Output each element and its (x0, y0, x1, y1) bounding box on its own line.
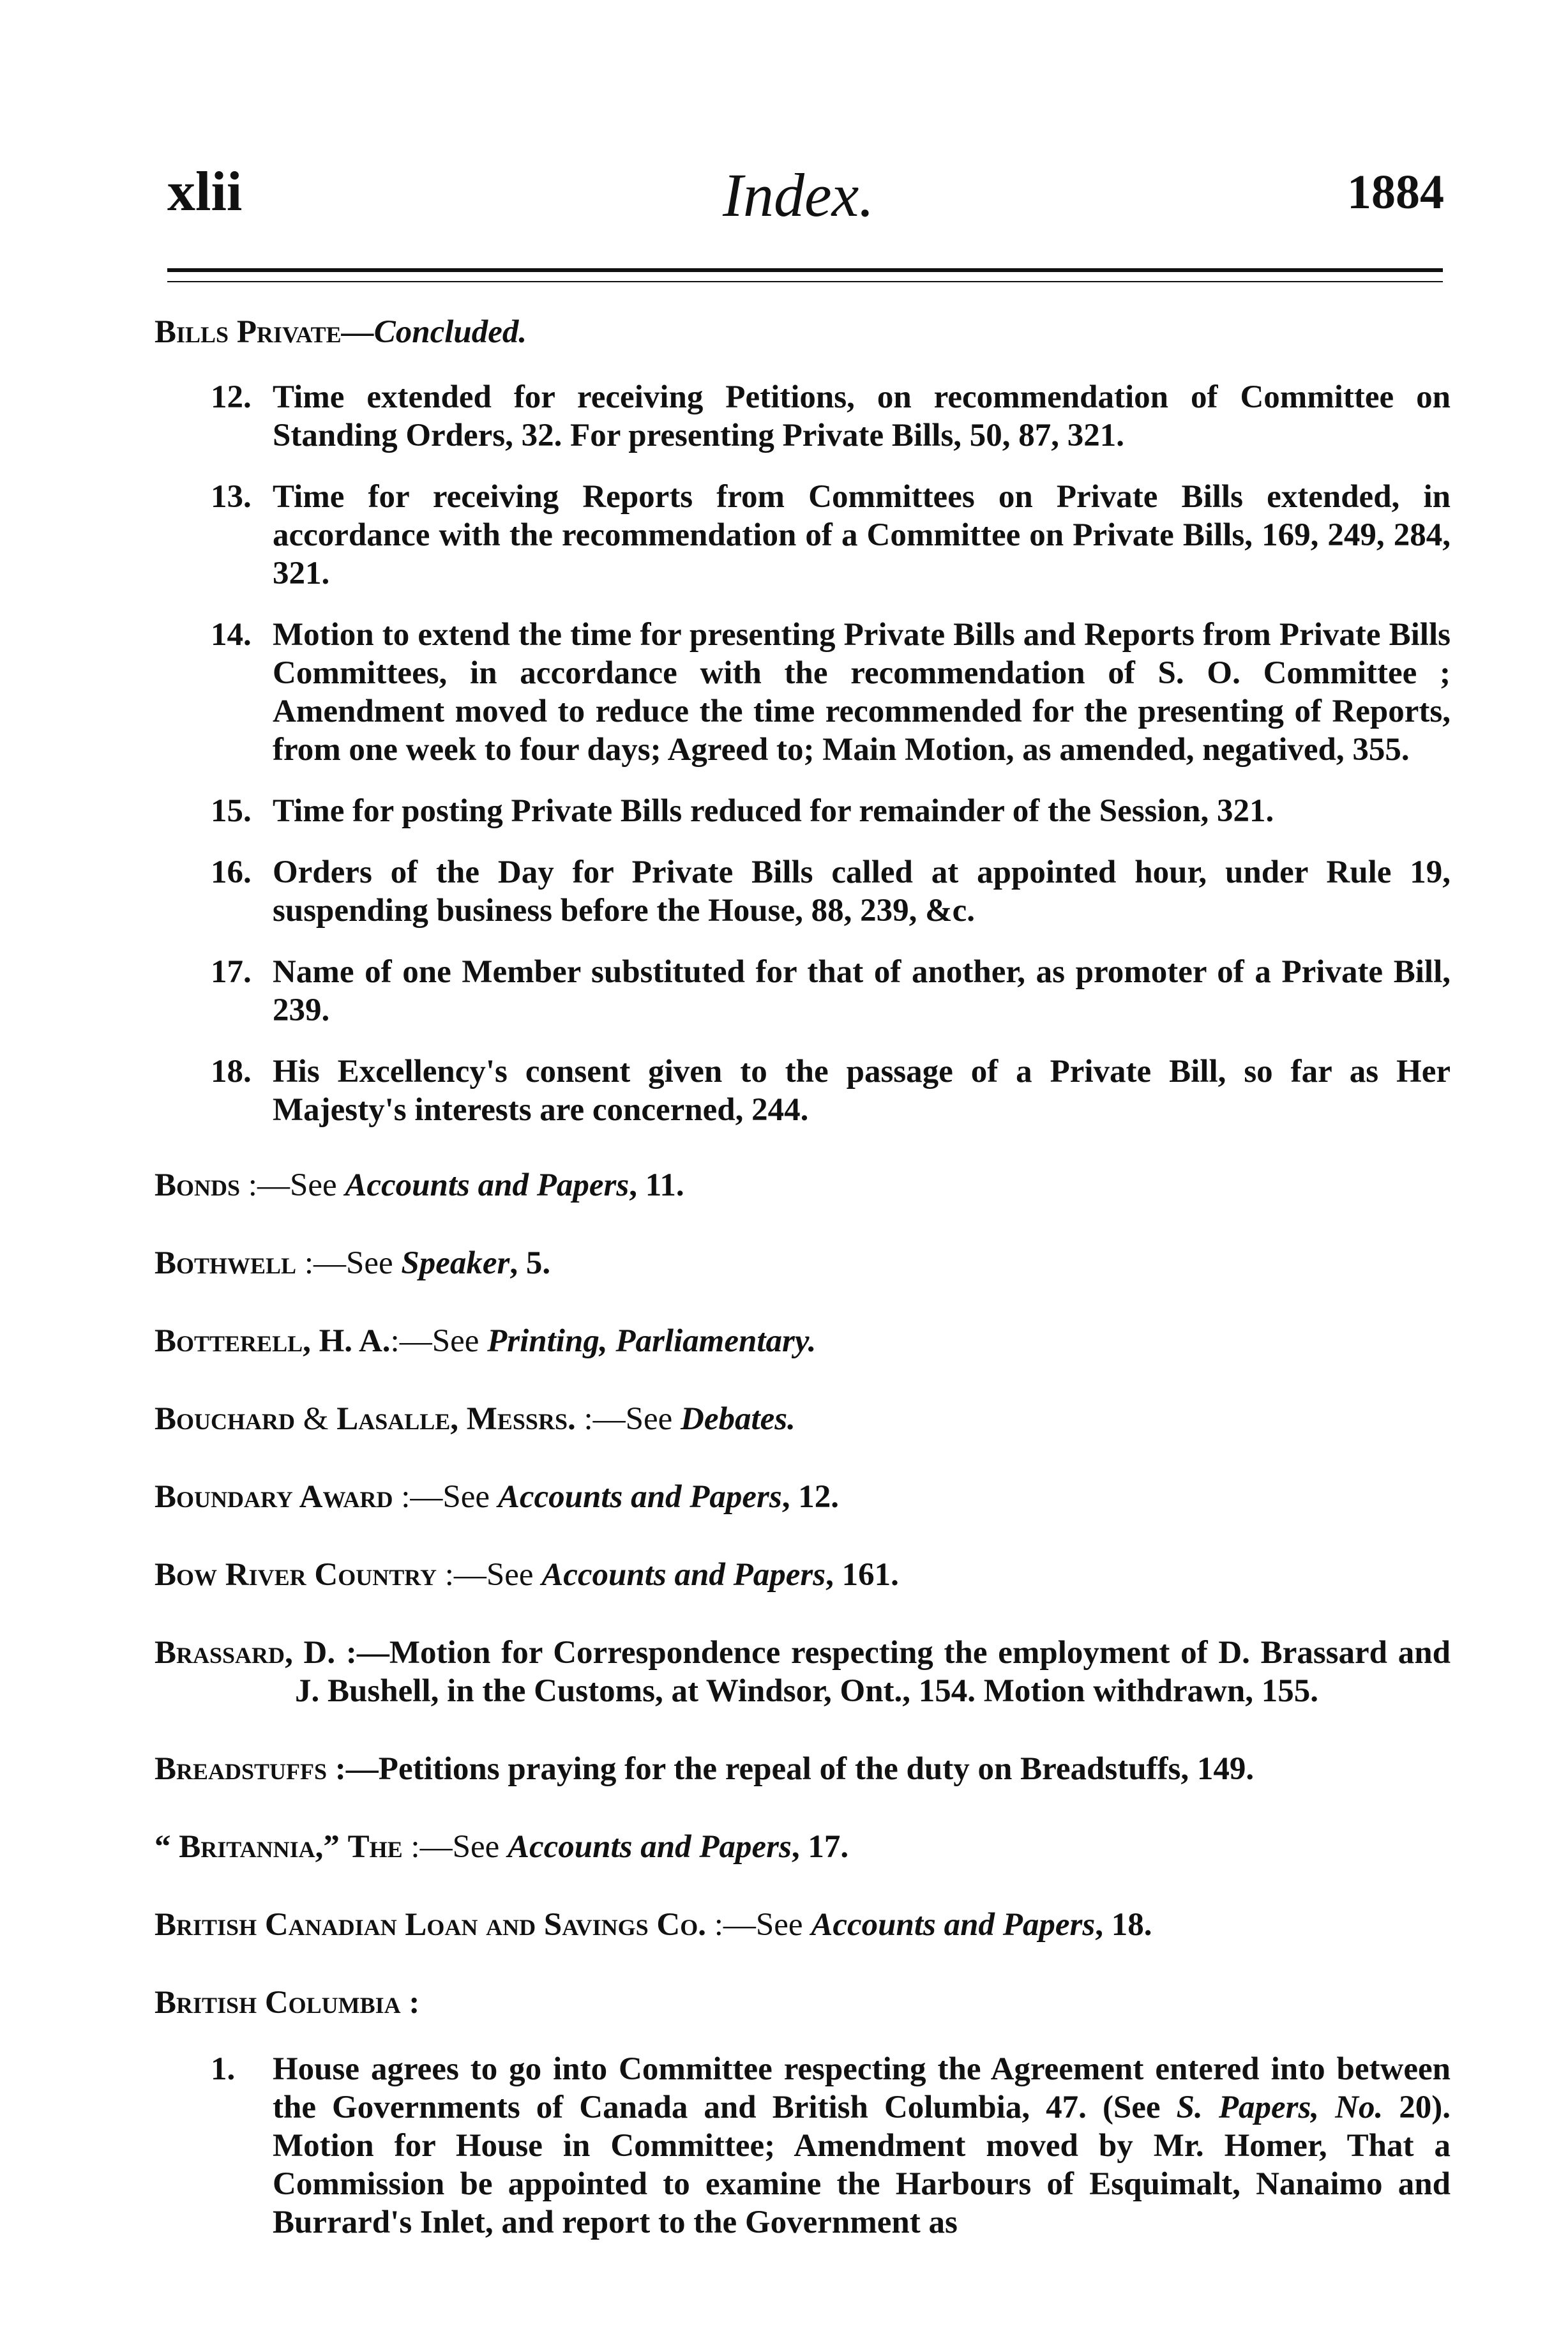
continuation-heading (155, 313, 1451, 351)
item-text: Time for posting Private Bills reduced for remainder of the Session, 321. (273, 793, 1274, 829)
entry-tail: , 18. (1095, 1907, 1152, 1943)
entry-head-2: The (347, 1829, 403, 1865)
item-number: 15. (211, 793, 252, 829)
page-title: Index. (723, 161, 875, 229)
index-entry-breadstuffs (155, 1750, 1451, 1788)
item-text: Motion to extend the time for presenting Private Bills and Reports from Private Bills Committees, in accordance with the recommendation of S. O. Committee ; Amendment moved to reduce the time recommended for the presenting of Reports, from one week to four days; Agreed to; Main Motion, as amended, negatived, 355. (273, 617, 1451, 768)
list-item (155, 953, 1451, 1029)
entry-sep: :—See (436, 1557, 542, 1593)
entry-ref: Printing, Parliamentary. (487, 1323, 817, 1359)
index-entry-bouchard (155, 1400, 1451, 1438)
entry-sep: :—See (240, 1167, 345, 1203)
entry-tail: , 5. (509, 1245, 551, 1281)
entry-tail: : (400, 1985, 420, 2021)
list-item (155, 378, 1451, 455)
list-item (155, 1052, 1451, 1129)
index-entry-british-columbia (155, 1984, 1451, 2022)
list-item (155, 2050, 1451, 2242)
index-entry-bothwell (155, 1244, 1451, 1282)
entry-head: Boundary Award (155, 1479, 393, 1515)
index-entry-britannia (155, 1828, 1451, 1866)
list-item (155, 616, 1451, 769)
index-entry-british-canadian (155, 1906, 1451, 1944)
entry-ref: Accounts and Papers (507, 1829, 792, 1865)
running-head (167, 160, 1444, 230)
entry-text: , D. :—Motion for Correspondence respecting the employment of D. Brassard and J. Bushell, in the Customs, at Windsor, Ont., 154. Motion withdrawn, 155. (285, 1635, 1451, 1709)
entry-head: Bonds (155, 1167, 241, 1203)
entry-ref: Accounts and Papers (345, 1167, 629, 1203)
entry-tail: , 161. (825, 1557, 899, 1593)
page-number: xlii (167, 161, 243, 223)
entry-amp: & (295, 1401, 337, 1437)
item-text: Time for receiving Reports from Committees on Private Bills extended, in accordance with the recommendation of a Committee on Private Bills, 169, 249, 284, 321. (273, 479, 1451, 591)
entry-head: Britannia, (179, 1829, 324, 1865)
entry-head: Bow River Country (155, 1557, 437, 1593)
item-text-b: 20). Motion for House in Committee; Amendment moved by Mr. Homer, That a Commission be appointed to examine the Harbours of Esquimalt, Nanaimo and Burrard's Inlet, and report to the Government as (273, 2090, 1451, 2240)
index-entry-bow-river (155, 1556, 1451, 1594)
entry-ref: Accounts and Papers (497, 1479, 782, 1515)
entry-tail: , 17. (791, 1829, 849, 1865)
item-number: 18. (211, 1054, 252, 1090)
item-text (273, 2050, 1451, 2242)
index-entry-bonds (155, 1166, 1451, 1204)
heading-suffix: —Concluded. (341, 314, 527, 350)
item-number: 13. (211, 479, 252, 515)
list-item (155, 792, 1451, 830)
entry-text: :—Petitions praying for the repeal of the duty on Breadstuffs, 149. (327, 1751, 1255, 1787)
entry-head: Brassard (155, 1635, 285, 1671)
page-year: 1884 (1347, 165, 1444, 219)
entry-open-quote: “ (155, 1829, 179, 1865)
item-text-a: House agrees to go into Committee respecting the Agreement entered into between the Governments of Canada and British Columbia, 47. (See (273, 2051, 1451, 2125)
entry-head: Breadstuffs (155, 1751, 328, 1787)
item-number: 17. (211, 954, 252, 990)
entry-initials: , H. A. (303, 1323, 391, 1359)
item-text: Name of one Member substituted for that of another, as promoter of a Private Bill, 239. (273, 954, 1451, 1028)
entry-ref: Accounts and Papers (541, 1557, 826, 1593)
item-text: Time extended for receiving Petitions, on recommendation of Committee on Standing Orders, 32. For presenting Private Bills, 50, 87, 321. (273, 379, 1451, 453)
entry-close-quote: ” (323, 1829, 348, 1865)
entry-sep: :—See (706, 1907, 811, 1943)
list-item (155, 853, 1451, 930)
entry-head: Bothwell (155, 1245, 297, 1281)
entry-sep: :—See (296, 1245, 402, 1281)
entry-head: British Columbia (155, 1985, 401, 2021)
entry-tail: , 12. (781, 1479, 839, 1515)
item-text: Orders of the Day for Private Bills called at appointed hour, under Rule 19, suspending business before the House, 88, 239, &c. (273, 854, 1451, 929)
entry-tail: , 11. (629, 1167, 684, 1203)
index-entry-botterell (155, 1322, 1451, 1360)
item-ref: S. Papers, No. (1176, 2090, 1383, 2125)
list-item (155, 478, 1451, 593)
heading-caps: Bills Private (155, 314, 342, 350)
entry-ref: Accounts and Papers (811, 1907, 1096, 1943)
item-text: His Excellency's consent given to the passage of a Private Bill, so far as Her Majesty's interests are concerned, 244. (273, 1054, 1451, 1128)
entry-sep: :—See (402, 1829, 508, 1865)
entry-head: Botterell (155, 1323, 303, 1359)
item-number: 12. (211, 379, 252, 415)
index-entry-brassard (155, 1634, 1451, 1710)
item-number: 1. (211, 2051, 236, 2087)
entry-sep: :—See (575, 1401, 681, 1437)
entry-ref: Speaker (401, 1245, 510, 1281)
header-rule-thin (167, 281, 1443, 282)
index-entry-boundary-award (155, 1478, 1451, 1516)
item-number: 16. (211, 854, 252, 890)
entry-head: Bouchard (155, 1401, 296, 1437)
entry-head: British Canadian Loan and Savings Co. (155, 1907, 706, 1943)
index-content (155, 313, 1451, 2265)
entry-sep: :—See (393, 1479, 498, 1515)
entry-ref: Debates. (681, 1401, 795, 1437)
entry-sep: :—See (390, 1323, 488, 1359)
header-rule-thick (167, 268, 1443, 272)
entry-head-2: Lasalle, Messrs. (336, 1401, 576, 1437)
item-number: 14. (211, 617, 252, 653)
